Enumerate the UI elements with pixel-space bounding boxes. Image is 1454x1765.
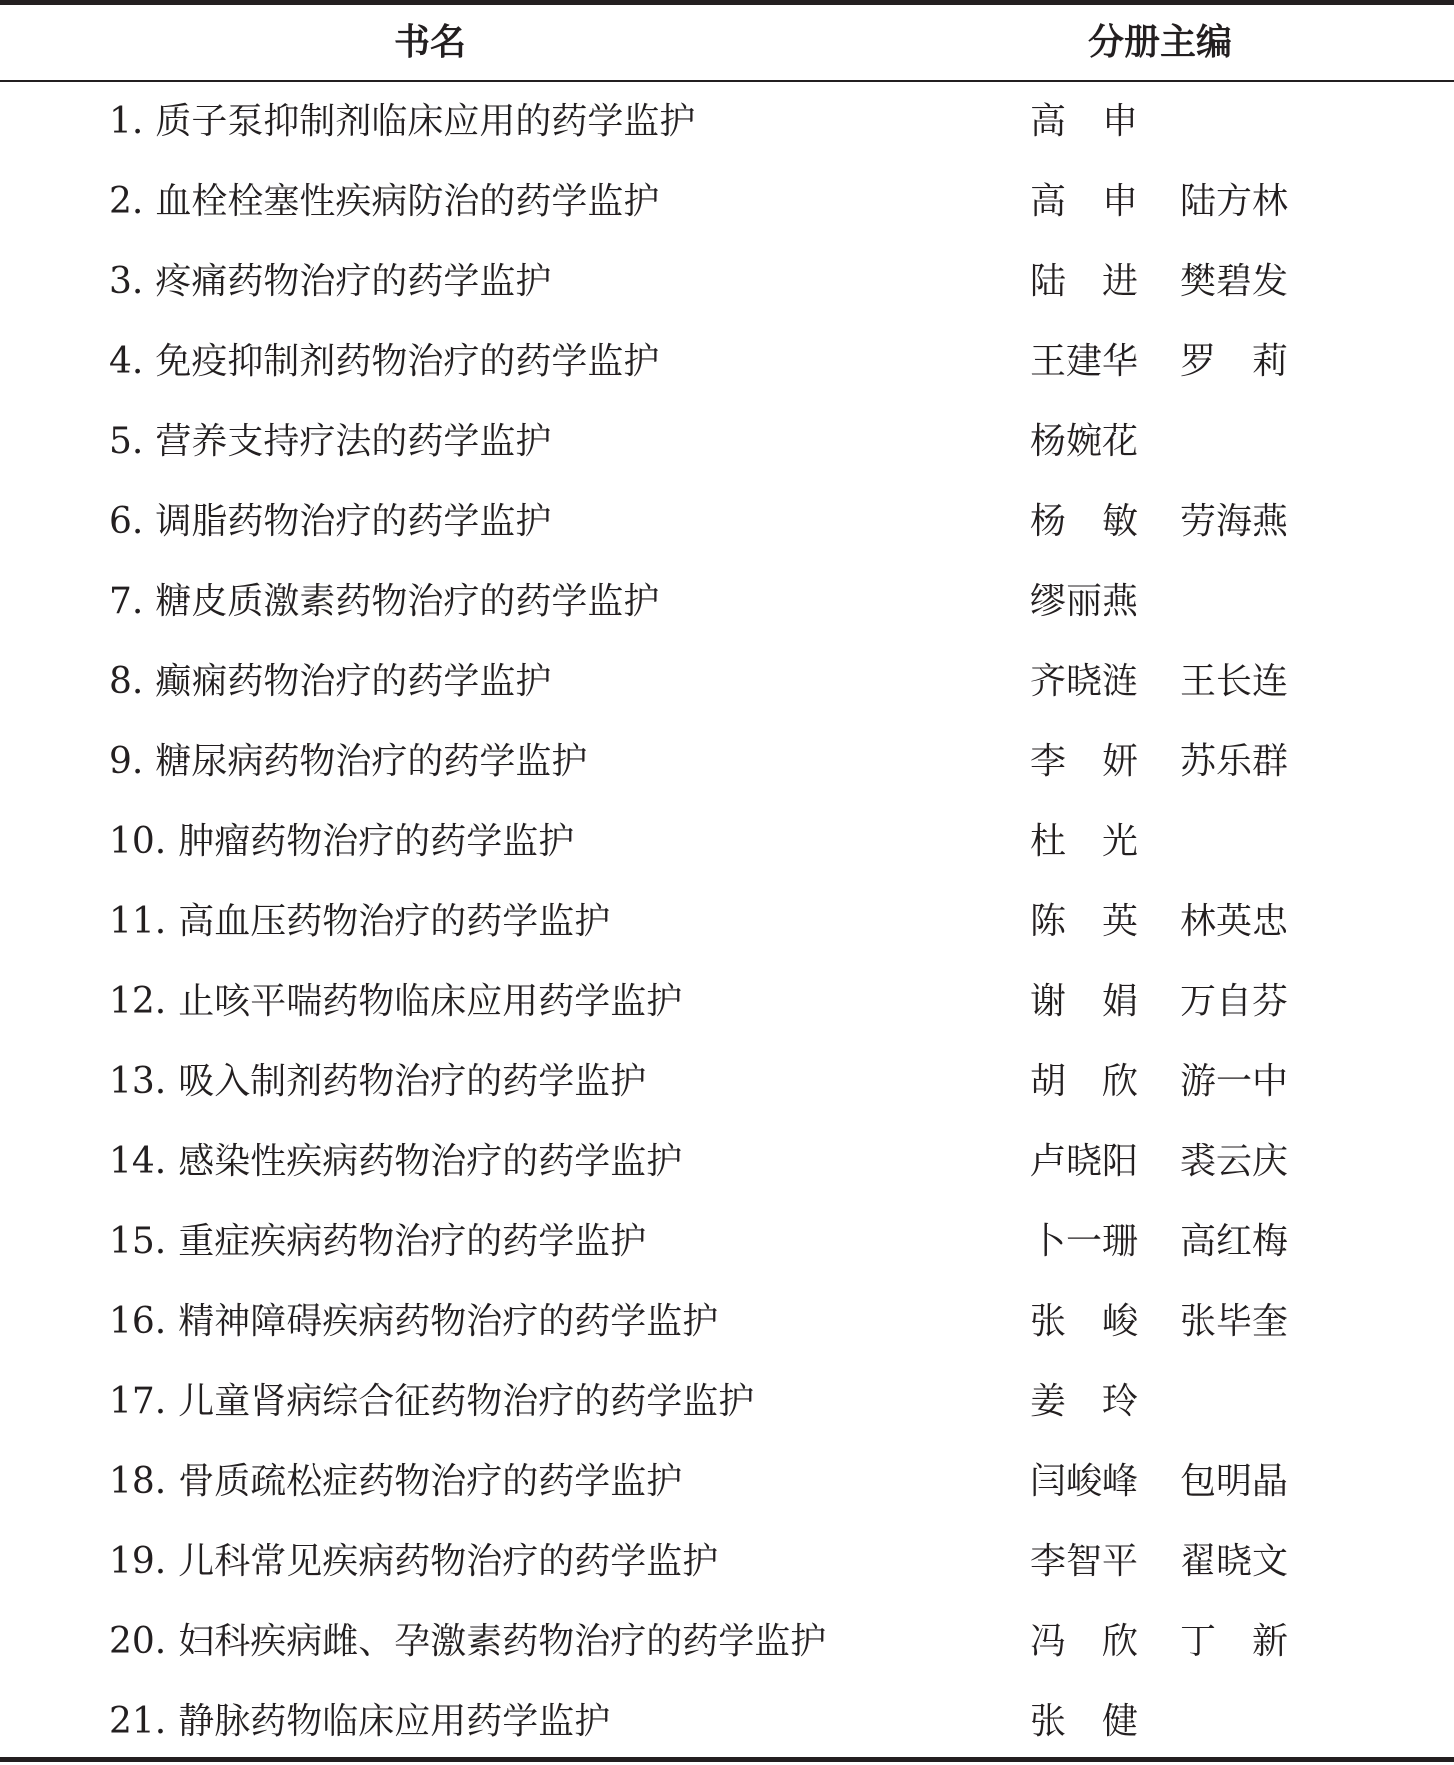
table-row bbox=[0, 642, 1454, 722]
book-title: 糖尿病药物治疗的药学监护 bbox=[155, 741, 588, 782]
editor-name-primary: 谢 娟 bbox=[1030, 981, 1139, 1022]
book-number: 19. bbox=[109, 1541, 167, 1582]
book-title-cell bbox=[109, 162, 659, 242]
editor-name-primary: 杜 光 bbox=[1030, 821, 1139, 862]
book-number: 13. bbox=[109, 1061, 167, 1102]
table-row bbox=[0, 802, 1454, 882]
book-title-cell bbox=[109, 722, 587, 802]
book-title-cell bbox=[109, 1682, 610, 1762]
book-title: 调脂药物治疗的药学监护 bbox=[155, 501, 552, 542]
editor-name-secondary: 劳海燕 bbox=[1180, 501, 1289, 542]
editor-name-primary: 张 峻 bbox=[1030, 1301, 1139, 1342]
book-number: 4. bbox=[109, 341, 144, 382]
book-title-cell bbox=[109, 642, 551, 722]
book-number: 16. bbox=[109, 1301, 167, 1342]
book-title: 重症疾病药物治疗的药学监护 bbox=[178, 1221, 647, 1262]
editor-name-primary: 杨婉花 bbox=[1030, 421, 1139, 462]
book-number: 9. bbox=[109, 741, 144, 782]
book-title-cell bbox=[109, 1602, 826, 1682]
table-row bbox=[0, 1682, 1454, 1762]
editor-name-primary: 闫峻峰 bbox=[1030, 1461, 1139, 1502]
table-row bbox=[0, 322, 1454, 402]
editor-name-secondary: 林英忠 bbox=[1180, 901, 1289, 942]
header-book-title: 书名 bbox=[393, 22, 466, 63]
table-row bbox=[0, 402, 1454, 482]
book-number: 11. bbox=[109, 901, 167, 942]
book-title-cell bbox=[109, 1362, 754, 1442]
table-row bbox=[0, 722, 1454, 802]
table-row bbox=[0, 162, 1454, 242]
book-number: 20. bbox=[109, 1621, 167, 1662]
editor-name-primary: 李 妍 bbox=[1030, 741, 1139, 782]
table-row bbox=[0, 1122, 1454, 1202]
book-number: 21. bbox=[109, 1701, 167, 1742]
editor-name-secondary: 游一中 bbox=[1180, 1061, 1289, 1102]
book-title: 止咳平喘药物临床应用药学监护 bbox=[178, 981, 683, 1022]
editor-name-primary: 齐晓涟 bbox=[1030, 661, 1139, 702]
book-title: 癫痫药物治疗的药学监护 bbox=[155, 661, 552, 702]
editor-name-secondary: 苏乐群 bbox=[1180, 741, 1289, 782]
editor-name-primary: 高 申 bbox=[1030, 101, 1139, 142]
book-title: 吸入制剂药物治疗的药学监护 bbox=[178, 1061, 647, 1102]
book-number: 10. bbox=[109, 821, 167, 862]
book-title: 血栓栓塞性疾病防治的药学监护 bbox=[155, 181, 660, 222]
book-title-cell bbox=[109, 802, 574, 882]
book-title: 感染性疾病药物治疗的药学监护 bbox=[178, 1141, 683, 1182]
table-row bbox=[0, 1202, 1454, 1282]
book-title-cell bbox=[109, 482, 551, 562]
editor-name-secondary: 翟晓文 bbox=[1180, 1541, 1289, 1582]
table-row bbox=[0, 1282, 1454, 1362]
table-row bbox=[0, 1042, 1454, 1122]
editor-name-primary: 张 健 bbox=[1030, 1701, 1139, 1742]
book-title-cell bbox=[109, 242, 551, 322]
editor-name-secondary: 张毕奎 bbox=[1180, 1301, 1289, 1342]
book-title-cell bbox=[109, 322, 659, 402]
book-title-cell bbox=[109, 1122, 682, 1202]
book-title: 营养支持疗法的药学监护 bbox=[155, 421, 552, 462]
book-number: 3. bbox=[109, 261, 144, 302]
book-title-cell bbox=[109, 882, 610, 962]
editor-name-primary: 陆 进 bbox=[1030, 261, 1139, 302]
book-title: 精神障碍疾病药物治疗的药学监护 bbox=[178, 1301, 719, 1342]
editor-name-primary: 卜一珊 bbox=[1030, 1221, 1139, 1262]
book-title-cell bbox=[109, 962, 682, 1042]
editor-name-primary: 陈 英 bbox=[1030, 901, 1139, 942]
table-row bbox=[0, 1362, 1454, 1442]
editor-name-primary: 卢晓阳 bbox=[1030, 1141, 1139, 1182]
table-row bbox=[0, 482, 1454, 562]
editor-name-primary: 王建华 bbox=[1030, 341, 1139, 382]
book-title: 质子泵抑制剂临床应用的药学监护 bbox=[155, 101, 696, 142]
editor-name-primary: 李智平 bbox=[1030, 1541, 1139, 1582]
editor-name-secondary: 罗 莉 bbox=[1180, 341, 1289, 382]
editor-name-secondary: 樊碧发 bbox=[1180, 261, 1289, 302]
table-row bbox=[0, 242, 1454, 322]
book-title: 儿童肾病综合征药物治疗的药学监护 bbox=[178, 1381, 755, 1422]
book-title: 糖皮质激素药物治疗的药学监护 bbox=[155, 581, 660, 622]
book-title: 高血压药物治疗的药学监护 bbox=[178, 901, 611, 942]
editor-name-primary: 高 申 bbox=[1030, 181, 1139, 222]
editor-name-primary: 杨 敏 bbox=[1030, 501, 1139, 542]
book-title: 骨质疏松症药物治疗的药学监护 bbox=[178, 1461, 683, 1502]
book-number: 12. bbox=[109, 981, 167, 1022]
table-row bbox=[0, 962, 1454, 1042]
book-number: 1. bbox=[109, 101, 144, 142]
book-title: 妇科疾病雌、孕激素药物治疗的药学监护 bbox=[178, 1621, 827, 1662]
book-number: 8. bbox=[109, 661, 144, 702]
book-number: 2. bbox=[109, 181, 144, 222]
book-number: 7. bbox=[109, 581, 144, 622]
table-bottom-rule bbox=[0, 1757, 1454, 1762]
editor-name-secondary: 裘云庆 bbox=[1180, 1141, 1289, 1182]
editor-name-secondary: 包明晶 bbox=[1180, 1461, 1289, 1502]
book-number: 18. bbox=[109, 1461, 167, 1502]
book-title-cell bbox=[109, 1522, 718, 1602]
table-row bbox=[0, 1442, 1454, 1522]
book-title: 静脉药物临床应用药学监护 bbox=[178, 1701, 611, 1742]
book-title: 儿科常见疾病药物治疗的药学监护 bbox=[178, 1541, 719, 1582]
book-number: 6. bbox=[109, 501, 144, 542]
editor-name-primary: 冯 欣 bbox=[1030, 1621, 1139, 1662]
editor-name-secondary: 陆方林 bbox=[1180, 181, 1289, 222]
table-row bbox=[0, 882, 1454, 962]
book-number: 5. bbox=[109, 421, 144, 462]
editor-name-primary: 缪丽燕 bbox=[1030, 581, 1139, 622]
table-row bbox=[0, 1602, 1454, 1682]
book-title-cell bbox=[109, 1202, 646, 1282]
table-body bbox=[0, 82, 1454, 1762]
editor-name-secondary: 丁 新 bbox=[1180, 1621, 1289, 1662]
header-volume-editor: 分册主编 bbox=[1087, 22, 1232, 63]
book-title-cell bbox=[109, 1282, 718, 1362]
book-title-cell bbox=[109, 1442, 682, 1522]
table-row bbox=[0, 82, 1454, 162]
editor-name-secondary: 高红梅 bbox=[1180, 1221, 1289, 1262]
book-title: 免疫抑制剂药物治疗的药学监护 bbox=[155, 341, 660, 382]
editor-name-primary: 胡 欣 bbox=[1030, 1061, 1139, 1102]
editor-name-secondary: 王长连 bbox=[1180, 661, 1289, 702]
book-title-cell bbox=[109, 82, 695, 162]
book-number: 17. bbox=[109, 1381, 167, 1422]
book-title-cell bbox=[109, 562, 659, 642]
book-number: 14. bbox=[109, 1141, 167, 1182]
book-title-cell bbox=[109, 402, 551, 482]
editor-name-secondary: 万自芬 bbox=[1180, 981, 1289, 1022]
editor-name-primary: 姜 玲 bbox=[1030, 1381, 1139, 1422]
book-title-cell bbox=[109, 1042, 646, 1122]
book-title: 肿瘤药物治疗的药学监护 bbox=[178, 821, 575, 862]
book-title: 疼痛药物治疗的药学监护 bbox=[155, 261, 552, 302]
table-row bbox=[0, 1522, 1454, 1602]
book-number: 15. bbox=[109, 1221, 167, 1262]
table-row bbox=[0, 562, 1454, 642]
